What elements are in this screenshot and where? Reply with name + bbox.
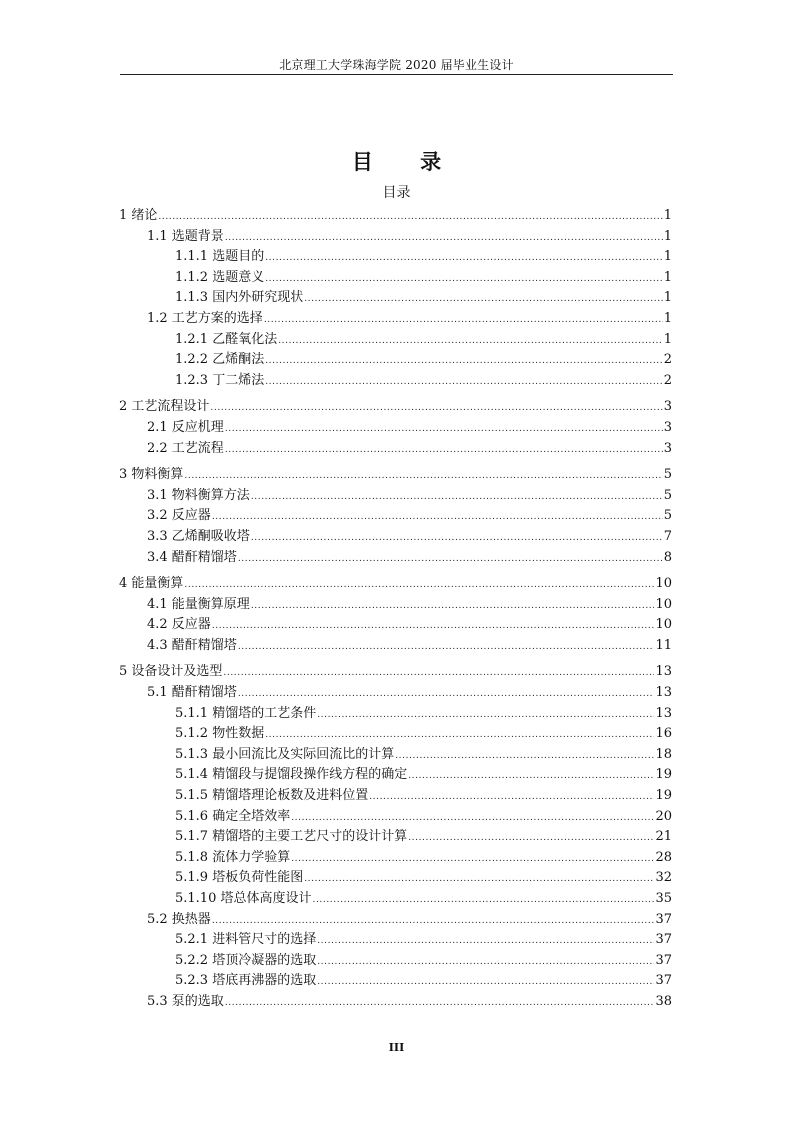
- toc-entry-title: 5.2.3 塔底再沸器的选取: [175, 973, 317, 989]
- toc-entry-page: 16: [655, 726, 672, 742]
- toc-dot-leader: [265, 248, 663, 269]
- toc-entry-title: 2 工艺流程设计: [119, 399, 210, 415]
- toc-entry-page: 32: [655, 870, 672, 886]
- toc-entry[interactable]: [119, 548, 672, 569]
- toc-entry-page: 1: [663, 228, 672, 244]
- toc-entry-page: 20: [655, 808, 672, 824]
- toc-entry[interactable]: [119, 807, 672, 828]
- toc-entry-title: 3.1 物料衡算方法: [147, 487, 250, 503]
- toc-entry-title: 1.2.1 乙醛氧化法: [175, 331, 278, 347]
- toc-entry-title: 2.2 工艺流程: [147, 440, 224, 456]
- toc-entry[interactable]: [119, 827, 672, 848]
- toc-dot-leader: [291, 808, 654, 829]
- toc-entry[interactable]: [119, 615, 672, 636]
- toc-dot-leader: [265, 351, 663, 372]
- toc-dot-leader: [304, 869, 654, 890]
- toc-entry[interactable]: [119, 724, 672, 745]
- toc-entry[interactable]: [119, 350, 672, 371]
- toc-dot-leader: [265, 269, 663, 290]
- toc-entry-page: 2: [663, 372, 672, 388]
- toc-entry-page: 35: [655, 891, 672, 906]
- toc-entry-page: 19: [655, 788, 672, 804]
- toc-entry[interactable]: [119, 527, 672, 548]
- toc-dot-leader: [212, 616, 655, 637]
- toc-dot-leader: [317, 931, 654, 952]
- toc-entry-page: 18: [655, 746, 672, 762]
- toc-entry-title: 5.1.8 流体力学验算: [175, 849, 291, 865]
- toc-entry-title: 5.2.1 进料管尺寸的选择: [175, 932, 317, 948]
- toc-entry-page: 1: [663, 331, 672, 347]
- toc-dot-leader: [317, 705, 654, 726]
- toc-dot-leader: [238, 684, 655, 705]
- toc-dot-leader: [225, 993, 655, 1014]
- toc-dot-leader: [395, 746, 654, 767]
- toc-dot-leader: [369, 787, 654, 808]
- toc-entry-title: 4 能量衡算: [119, 576, 184, 592]
- toc-dot-leader: [210, 398, 662, 419]
- toc-entry-page: 8: [663, 549, 672, 565]
- toc-entry-title: 5.1.4 精馏段与提馏段操作线方程的确定: [175, 767, 408, 783]
- toc-entry[interactable]: [119, 397, 672, 418]
- toc-entry-title: 3 物料衡算: [119, 467, 184, 483]
- toc-dot-leader: [225, 419, 663, 440]
- toc-entry-title: 5 设备设计及选型: [119, 664, 223, 680]
- toc-dot-leader: [238, 549, 663, 570]
- toc-dot-leader: [184, 575, 654, 596]
- toc-dot-leader: [223, 663, 654, 684]
- toc-entry-title: 4.1 能量衡算原理: [147, 596, 250, 612]
- toc-entry-title: 5.1.10 塔总体高度设计: [175, 891, 312, 906]
- header-rule: [120, 74, 673, 75]
- toc-entry-page: 38: [655, 993, 672, 1009]
- toc-entry[interactable]: [119, 595, 672, 616]
- toc-entry[interactable]: [119, 930, 672, 951]
- toc-entry-title: 5.1.5 精馏塔理论板数及进料位置: [175, 788, 369, 804]
- toc-entry[interactable]: [119, 910, 672, 931]
- toc-dot-leader: [265, 372, 663, 393]
- toc-entry-page: 13: [655, 664, 672, 680]
- toc-entry-page: 1: [663, 249, 672, 265]
- toc-entry-page: 37: [655, 911, 672, 927]
- toc-dot-leader: [265, 725, 654, 746]
- toc-dot-leader: [312, 890, 654, 911]
- toc-entry-page: 13: [655, 685, 672, 701]
- toc-entry[interactable]: [119, 992, 672, 1013]
- toc-entry[interactable]: [119, 465, 672, 486]
- toc-dot-leader: [184, 466, 662, 487]
- toc-entry-title: 5.1 醋酐精馏塔: [147, 685, 237, 701]
- toc-entry-page: 37: [655, 973, 672, 989]
- toc-dot-leader: [225, 228, 663, 249]
- toc-entry[interactable]: [119, 309, 672, 330]
- toc-dot-leader: [408, 766, 654, 787]
- toc-entry[interactable]: [119, 889, 672, 910]
- toc-dot-leader: [212, 507, 663, 528]
- toc-entry[interactable]: [119, 247, 672, 268]
- toc-entry-title: 1.1 选题背景: [147, 228, 224, 244]
- toc-entry-page: 19: [655, 767, 672, 783]
- toc-entry-page: 1: [663, 310, 672, 326]
- toc-entry-page: 10: [655, 596, 672, 612]
- toc-dot-leader: [278, 331, 663, 352]
- toc-entry-page: 11: [655, 637, 672, 653]
- toc-entry[interactable]: [119, 506, 672, 527]
- toc-entry-title: 4.3 醋酐精馏塔: [147, 637, 237, 653]
- toc-entry-page: 21: [655, 829, 672, 845]
- toc-entry-title: 5.1.6 确定全塔效率: [175, 808, 291, 824]
- toc-entry-page: 10: [655, 617, 672, 633]
- toc-entry-title: 5.1.1 精馏塔的工艺条件: [175, 705, 317, 721]
- page-header: 北京理工大学珠海学院 2020 届毕业生设计: [279, 58, 514, 72]
- toc-entry-title: 5.2.2 塔顶冷凝器的选取: [175, 952, 317, 968]
- toc-entry-title: 5.3 泵的选取: [147, 993, 224, 1009]
- toc-entry[interactable]: [119, 288, 672, 309]
- toc-entry-page: 5: [663, 487, 672, 503]
- toc-entry[interactable]: [119, 574, 672, 595]
- toc-entry[interactable]: [119, 330, 672, 351]
- toc-entry[interactable]: [119, 206, 672, 227]
- toc-entry-title: 5.1.9 塔板负荷性能图: [175, 870, 304, 886]
- page-number: III: [388, 1041, 405, 1054]
- toc-entry-title: 5.1.2 物性数据: [175, 726, 265, 742]
- toc-entry[interactable]: [119, 371, 672, 392]
- toc-entry[interactable]: [119, 227, 672, 248]
- toc-entry-page: 3: [663, 399, 672, 415]
- toc-entry[interactable]: [119, 662, 672, 683]
- toc-dot-leader: [251, 596, 655, 617]
- toc-entry-page: 5: [663, 467, 672, 483]
- toc-dot-leader: [304, 289, 663, 310]
- toc-entry-page: 1: [663, 290, 672, 306]
- toc-entry-title: 1 绪论: [119, 208, 158, 223]
- toc-entry-title: 3.3 乙烯酮吸收塔: [147, 528, 250, 544]
- toc-dot-leader: [264, 310, 663, 331]
- toc-entry-title: 2.1 反应机理: [147, 419, 224, 435]
- toc-entry[interactable]: [119, 786, 672, 807]
- toc-entry-title: 5.2 换热器: [147, 911, 211, 927]
- toc-dot-leader: [317, 952, 654, 973]
- toc-entry-title: 4.2 反应器: [147, 617, 211, 633]
- toc-entry[interactable]: [119, 848, 672, 869]
- toc-entry-page: 2: [663, 352, 672, 368]
- toc-entry-page: 5: [663, 508, 672, 524]
- toc-entry[interactable]: [119, 439, 672, 460]
- toc-entry-page: 37: [655, 932, 672, 948]
- toc-entry-title: 5.1.7 精馏塔的主要工艺尺寸的设计计算: [175, 829, 408, 845]
- toc-entry-page: 13: [655, 705, 672, 721]
- toc-dot-leader: [291, 849, 654, 870]
- toc-entry-title: 1.1.1 选题目的: [175, 249, 265, 265]
- toc-entry-page: 1: [663, 269, 672, 285]
- toc-dot-leader: [408, 828, 654, 849]
- toc-entry[interactable]: [119, 418, 672, 439]
- toc-entry-title: 1.2.3 丁二烯法: [175, 372, 265, 388]
- toc-entry-title: 1.1.2 选题意义: [175, 269, 265, 285]
- toc-entry-title: 3.4 醋酐精馏塔: [147, 549, 237, 565]
- toc-entry-title: 1.2.2 乙烯酮法: [175, 352, 265, 368]
- toc-entry[interactable]: [119, 268, 672, 289]
- toc-entry[interactable]: [119, 971, 672, 992]
- toc-entry-page: 7: [663, 528, 672, 544]
- toc-dot-leader: [251, 487, 663, 508]
- toc-dot-leader: [238, 637, 655, 658]
- toc-subtitle: 目录: [382, 185, 411, 201]
- toc-entry[interactable]: [119, 868, 672, 889]
- toc-entry-page: 10: [655, 576, 672, 592]
- toc-entry-page: 3: [663, 440, 672, 456]
- toc-entry-title: 1.2 工艺方案的选择: [147, 310, 263, 326]
- toc-entry[interactable]: [119, 951, 672, 972]
- toc-dot-leader: [212, 911, 655, 932]
- toc-entry-page: 28: [655, 849, 672, 865]
- toc-dot-leader: [158, 207, 662, 228]
- toc-entry-page: 3: [663, 419, 672, 435]
- toc-entry-page: 37: [655, 952, 672, 968]
- toc-entry[interactable]: [119, 683, 672, 704]
- toc-dot-leader: [225, 440, 663, 461]
- toc-dot-leader: [251, 528, 663, 549]
- toc-dot-leader: [317, 972, 654, 993]
- toc-entry-title: 1.1.3 国内外研究现状: [175, 290, 304, 306]
- toc-entry-title: 3.2 反应器: [147, 508, 211, 524]
- toc-entry[interactable]: [119, 486, 672, 507]
- toc-list: [119, 206, 672, 1013]
- toc-entry[interactable]: [119, 745, 672, 766]
- toc-entry[interactable]: [119, 636, 672, 657]
- toc-entry[interactable]: [119, 765, 672, 786]
- toc-entry-title: 5.1.3 最小回流比及实际回流比的计算: [175, 746, 395, 762]
- toc-entry-page: 1: [663, 208, 672, 223]
- toc-title: 目 录: [351, 149, 462, 174]
- toc-entry[interactable]: [119, 704, 672, 725]
